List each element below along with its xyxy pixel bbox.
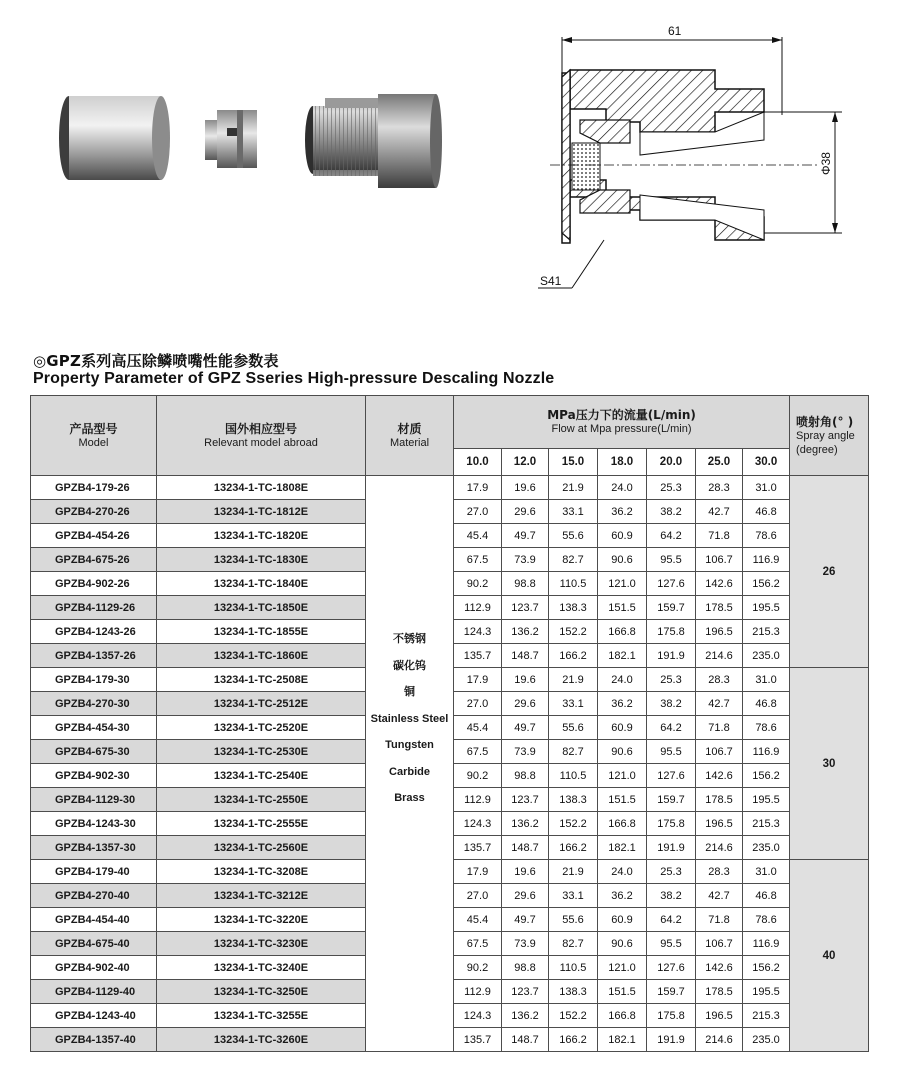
cell-flow: 46.8 bbox=[743, 500, 790, 524]
cell-flow: 25.3 bbox=[647, 476, 696, 500]
cell-model: GPZB4-454-40 bbox=[31, 908, 157, 932]
cell-abroad-model: 13234-1-TC-1855E bbox=[157, 620, 366, 644]
cell-flow: 46.8 bbox=[743, 692, 790, 716]
nozzle-section bbox=[550, 70, 820, 243]
cell-flow: 73.9 bbox=[502, 740, 549, 764]
header-model: 产品型号 Model bbox=[31, 396, 157, 476]
photo-tip bbox=[205, 110, 257, 168]
cell-model: GPZB4-179-40 bbox=[31, 860, 157, 884]
cell-abroad-model: 13234-1-TC-2530E bbox=[157, 740, 366, 764]
cell-flow: 33.1 bbox=[549, 884, 598, 908]
cell-flow: 73.9 bbox=[502, 548, 549, 572]
cell-flow: 98.8 bbox=[502, 764, 549, 788]
cell-flow: 148.7 bbox=[502, 644, 549, 668]
cell-flow: 49.7 bbox=[502, 524, 549, 548]
cell-flow: 24.0 bbox=[598, 668, 647, 692]
material-item: 不锈钢 bbox=[393, 632, 426, 645]
cell-flow: 135.7 bbox=[454, 644, 502, 668]
cell-flow: 42.7 bbox=[696, 884, 743, 908]
cell-model: GPZB4-270-40 bbox=[31, 884, 157, 908]
cell-flow: 151.5 bbox=[598, 596, 647, 620]
cell-abroad-model: 13234-1-TC-2550E bbox=[157, 788, 366, 812]
cell-flow: 55.6 bbox=[549, 716, 598, 740]
cell-flow: 29.6 bbox=[502, 884, 549, 908]
title-english: Property Parameter of GPZ Sseries High-pressure Descaling Nozzle bbox=[33, 370, 555, 387]
cell-flow: 25.3 bbox=[647, 860, 696, 884]
cell-flow: 64.2 bbox=[647, 524, 696, 548]
cell-flow: 95.5 bbox=[647, 548, 696, 572]
cell-flow: 64.2 bbox=[647, 716, 696, 740]
cell-flow: 24.0 bbox=[598, 476, 647, 500]
cell-flow: 191.9 bbox=[647, 644, 696, 668]
cell-model: GPZB4-675-26 bbox=[31, 548, 157, 572]
cell-flow: 136.2 bbox=[502, 1004, 549, 1028]
cell-flow: 55.6 bbox=[549, 524, 598, 548]
cell-flow: 159.7 bbox=[647, 788, 696, 812]
cell-flow: 121.0 bbox=[598, 956, 647, 980]
material-item: Brass bbox=[394, 792, 425, 804]
cell-flow: 19.6 bbox=[502, 476, 549, 500]
cell-flow: 67.5 bbox=[454, 932, 502, 956]
cell-flow: 29.6 bbox=[502, 500, 549, 524]
cell-flow: 196.5 bbox=[696, 1004, 743, 1028]
cell-abroad-model: 13234-1-TC-3212E bbox=[157, 884, 366, 908]
cell-model: GPZB4-1129-30 bbox=[31, 788, 157, 812]
cell-model: GPZB4-1357-30 bbox=[31, 836, 157, 860]
cell-flow: 36.2 bbox=[598, 692, 647, 716]
cell-flow: 235.0 bbox=[743, 836, 790, 860]
cell-flow: 67.5 bbox=[454, 740, 502, 764]
cell-flow: 214.6 bbox=[696, 836, 743, 860]
cell-flow: 142.6 bbox=[696, 572, 743, 596]
dimension-hex-label: S41 bbox=[540, 274, 562, 288]
cell-abroad-model: 13234-1-TC-2540E bbox=[157, 764, 366, 788]
cell-flow: 19.6 bbox=[502, 668, 549, 692]
cell-flow: 17.9 bbox=[454, 860, 502, 884]
cell-flow: 90.2 bbox=[454, 956, 502, 980]
cell-flow: 138.3 bbox=[549, 596, 598, 620]
cell-flow: 112.9 bbox=[454, 596, 502, 620]
cell-flow: 17.9 bbox=[454, 476, 502, 500]
header-pressure: 25.0 bbox=[696, 449, 743, 476]
cell-flow: 142.6 bbox=[696, 956, 743, 980]
dimension-hex bbox=[538, 240, 604, 288]
cell-flow: 64.2 bbox=[647, 908, 696, 932]
cell-model: GPZB4-270-30 bbox=[31, 692, 157, 716]
cell-model: GPZB4-675-30 bbox=[31, 740, 157, 764]
cell-abroad-model: 13234-1-TC-1860E bbox=[157, 644, 366, 668]
cell-flow: 215.3 bbox=[743, 1004, 790, 1028]
cell-flow: 98.8 bbox=[502, 956, 549, 980]
cell-flow: 33.1 bbox=[549, 500, 598, 524]
cell-flow: 214.6 bbox=[696, 644, 743, 668]
cell-model: GPZB4-179-30 bbox=[31, 668, 157, 692]
cell-flow: 142.6 bbox=[696, 764, 743, 788]
cell-flow: 29.6 bbox=[502, 692, 549, 716]
cell-flow: 55.6 bbox=[549, 908, 598, 932]
cell-flow: 21.9 bbox=[549, 860, 598, 884]
header-abroad: 国外相应型号 Relevant model abroad bbox=[157, 396, 366, 476]
cell-flow: 166.8 bbox=[598, 1004, 647, 1028]
cell-abroad-model: 13234-1-TC-2508E bbox=[157, 668, 366, 692]
cell-flow: 191.9 bbox=[647, 1028, 696, 1052]
photo-body bbox=[305, 94, 442, 188]
cell-abroad-model: 13234-1-TC-3220E bbox=[157, 908, 366, 932]
cell-material bbox=[366, 476, 454, 1052]
cell-flow: 27.0 bbox=[454, 884, 502, 908]
cell-spray-angle: 30 bbox=[790, 668, 869, 860]
cell-model: GPZB4-454-30 bbox=[31, 716, 157, 740]
cell-flow: 196.5 bbox=[696, 812, 743, 836]
cell-flow: 123.7 bbox=[502, 596, 549, 620]
cell-flow: 28.3 bbox=[696, 668, 743, 692]
cell-flow: 159.7 bbox=[647, 980, 696, 1004]
cell-model: GPZB4-1129-40 bbox=[31, 980, 157, 1004]
header-angle: 喷射角(° ) Spray angle (degree) bbox=[790, 396, 869, 476]
cell-flow: 49.7 bbox=[502, 908, 549, 932]
cell-model: GPZB4-1129-26 bbox=[31, 596, 157, 620]
cell-flow: 45.4 bbox=[454, 524, 502, 548]
cell-flow: 182.1 bbox=[598, 644, 647, 668]
cell-flow: 95.5 bbox=[647, 932, 696, 956]
cell-flow: 90.2 bbox=[454, 764, 502, 788]
cell-abroad-model: 13234-1-TC-2555E bbox=[157, 812, 366, 836]
cell-flow: 166.2 bbox=[549, 1028, 598, 1052]
material-item: 碳化钨 bbox=[393, 658, 426, 672]
cell-flow: 90.6 bbox=[598, 740, 647, 764]
header-pressure: 18.0 bbox=[598, 449, 647, 476]
cell-flow: 78.6 bbox=[743, 524, 790, 548]
cell-flow: 112.9 bbox=[454, 788, 502, 812]
cell-flow: 90.6 bbox=[598, 932, 647, 956]
cell-flow: 28.3 bbox=[696, 476, 743, 500]
cell-flow: 71.8 bbox=[696, 908, 743, 932]
cell-flow: 182.1 bbox=[598, 1028, 647, 1052]
cell-flow: 82.7 bbox=[549, 932, 598, 956]
cell-abroad-model: 13234-1-TC-3255E bbox=[157, 1004, 366, 1028]
cell-model: GPZB4-902-30 bbox=[31, 764, 157, 788]
cell-flow: 121.0 bbox=[598, 572, 647, 596]
cell-flow: 67.5 bbox=[454, 548, 502, 572]
cell-flow: 123.7 bbox=[502, 788, 549, 812]
header-pressure: 20.0 bbox=[647, 449, 696, 476]
cell-flow: 45.4 bbox=[454, 908, 502, 932]
cell-flow: 215.3 bbox=[743, 620, 790, 644]
table-row bbox=[31, 476, 869, 500]
cell-flow: 152.2 bbox=[549, 812, 598, 836]
photo-nut bbox=[59, 96, 170, 180]
cell-flow: 31.0 bbox=[743, 860, 790, 884]
cell-flow: 127.6 bbox=[647, 956, 696, 980]
cell-flow: 151.5 bbox=[598, 980, 647, 1004]
cell-flow: 60.9 bbox=[598, 908, 647, 932]
cell-model: GPZB4-1243-30 bbox=[31, 812, 157, 836]
cell-spray-angle: 40 bbox=[790, 860, 869, 1052]
cell-flow: 33.1 bbox=[549, 692, 598, 716]
cell-flow: 127.6 bbox=[647, 572, 696, 596]
cell-flow: 71.8 bbox=[696, 716, 743, 740]
material-item: Tungsten Carbide bbox=[385, 739, 434, 778]
cell-flow: 19.6 bbox=[502, 860, 549, 884]
cell-abroad-model: 13234-1-TC-2520E bbox=[157, 716, 366, 740]
cell-abroad-model: 13234-1-TC-3208E bbox=[157, 860, 366, 884]
cell-flow: 121.0 bbox=[598, 764, 647, 788]
cell-flow: 123.7 bbox=[502, 980, 549, 1004]
product-photos bbox=[55, 80, 455, 200]
cell-flow: 175.8 bbox=[647, 1004, 696, 1028]
cell-flow: 106.7 bbox=[696, 548, 743, 572]
cell-flow: 215.3 bbox=[743, 812, 790, 836]
cell-flow: 151.5 bbox=[598, 788, 647, 812]
cell-flow: 90.2 bbox=[454, 572, 502, 596]
cell-flow: 71.8 bbox=[696, 524, 743, 548]
cell-flow: 82.7 bbox=[549, 548, 598, 572]
cell-flow: 175.8 bbox=[647, 620, 696, 644]
cell-flow: 116.9 bbox=[743, 548, 790, 572]
cell-flow: 138.3 bbox=[549, 980, 598, 1004]
dimension-length-label: 61 bbox=[668, 24, 682, 38]
cell-abroad-model: 13234-1-TC-3240E bbox=[157, 956, 366, 980]
cell-abroad-model: 13234-1-TC-1850E bbox=[157, 596, 366, 620]
cell-flow: 156.2 bbox=[743, 956, 790, 980]
header-pressure: 12.0 bbox=[502, 449, 549, 476]
cell-model: GPZB4-902-40 bbox=[31, 956, 157, 980]
cell-abroad-model: 13234-1-TC-3250E bbox=[157, 980, 366, 1004]
cell-flow: 31.0 bbox=[743, 668, 790, 692]
cell-flow: 195.5 bbox=[743, 788, 790, 812]
cell-spray-angle: 26 bbox=[790, 476, 869, 668]
cell-flow: 182.1 bbox=[598, 836, 647, 860]
cell-flow: 135.7 bbox=[454, 1028, 502, 1052]
cell-flow: 124.3 bbox=[454, 1004, 502, 1028]
cell-flow: 17.9 bbox=[454, 668, 502, 692]
cell-abroad-model: 13234-1-TC-1820E bbox=[157, 524, 366, 548]
cell-flow: 116.9 bbox=[743, 932, 790, 956]
cell-flow: 136.2 bbox=[502, 620, 549, 644]
cell-flow: 82.7 bbox=[549, 740, 598, 764]
cell-flow: 195.5 bbox=[743, 980, 790, 1004]
header-pressure: 10.0 bbox=[454, 449, 502, 476]
cell-flow: 110.5 bbox=[549, 956, 598, 980]
cell-flow: 156.2 bbox=[743, 764, 790, 788]
cell-flow: 45.4 bbox=[454, 716, 502, 740]
header-flow: MPa压力下的流量(L/min) Flow at Mpa pressure(L/min) bbox=[454, 396, 790, 449]
cell-flow: 166.2 bbox=[549, 836, 598, 860]
cell-flow: 191.9 bbox=[647, 836, 696, 860]
cell-flow: 42.7 bbox=[696, 500, 743, 524]
header-pressure: 30.0 bbox=[743, 449, 790, 476]
cell-abroad-model: 13234-1-TC-2560E bbox=[157, 836, 366, 860]
cell-flow: 106.7 bbox=[696, 740, 743, 764]
material-item: 铜 bbox=[404, 685, 415, 698]
cell-flow: 36.2 bbox=[598, 500, 647, 524]
cell-flow: 24.0 bbox=[598, 860, 647, 884]
table-header-row bbox=[31, 396, 869, 449]
cell-flow: 110.5 bbox=[549, 572, 598, 596]
header-material: 材质 Material bbox=[366, 396, 454, 476]
cell-abroad-model: 13234-1-TC-1812E bbox=[157, 500, 366, 524]
cell-model: GPZB4-1357-40 bbox=[31, 1028, 157, 1052]
cell-flow: 124.3 bbox=[454, 620, 502, 644]
cell-model: GPZB4-270-26 bbox=[31, 500, 157, 524]
cell-flow: 106.7 bbox=[696, 932, 743, 956]
cell-flow: 60.9 bbox=[598, 716, 647, 740]
cell-flow: 136.2 bbox=[502, 812, 549, 836]
cell-flow: 25.3 bbox=[647, 668, 696, 692]
cell-abroad-model: 13234-1-TC-1808E bbox=[157, 476, 366, 500]
cell-flow: 31.0 bbox=[743, 476, 790, 500]
cell-flow: 148.7 bbox=[502, 1028, 549, 1052]
cell-flow: 49.7 bbox=[502, 716, 549, 740]
cell-flow: 156.2 bbox=[743, 572, 790, 596]
cell-model: GPZB4-1357-26 bbox=[31, 644, 157, 668]
cell-flow: 112.9 bbox=[454, 980, 502, 1004]
cell-model: GPZB4-675-40 bbox=[31, 932, 157, 956]
cell-flow: 195.5 bbox=[743, 596, 790, 620]
cell-flow: 135.7 bbox=[454, 836, 502, 860]
cell-flow: 78.6 bbox=[743, 716, 790, 740]
cell-flow: 235.0 bbox=[743, 644, 790, 668]
cell-flow: 21.9 bbox=[549, 668, 598, 692]
cell-flow: 78.6 bbox=[743, 908, 790, 932]
cell-model: GPZB4-179-26 bbox=[31, 476, 157, 500]
spec-table bbox=[30, 395, 869, 1052]
cell-flow: 116.9 bbox=[743, 740, 790, 764]
cell-flow: 38.2 bbox=[647, 884, 696, 908]
cell-flow: 127.6 bbox=[647, 764, 696, 788]
cell-flow: 148.7 bbox=[502, 836, 549, 860]
cell-flow: 138.3 bbox=[549, 788, 598, 812]
cell-flow: 235.0 bbox=[743, 1028, 790, 1052]
cell-flow: 166.2 bbox=[549, 644, 598, 668]
table-body bbox=[31, 476, 869, 1052]
dimension-diameter-label: Φ38 bbox=[819, 152, 833, 175]
cell-flow: 38.2 bbox=[647, 692, 696, 716]
cell-flow: 27.0 bbox=[454, 500, 502, 524]
cell-flow: 73.9 bbox=[502, 932, 549, 956]
cell-flow: 110.5 bbox=[549, 764, 598, 788]
cell-flow: 159.7 bbox=[647, 596, 696, 620]
cell-flow: 90.6 bbox=[598, 548, 647, 572]
cell-abroad-model: 13234-1-TC-3230E bbox=[157, 932, 366, 956]
cell-abroad-model: 13234-1-TC-3260E bbox=[157, 1028, 366, 1052]
cell-flow: 38.2 bbox=[647, 500, 696, 524]
cell-flow: 166.8 bbox=[598, 812, 647, 836]
cell-abroad-model: 13234-1-TC-2512E bbox=[157, 692, 366, 716]
cell-flow: 124.3 bbox=[454, 812, 502, 836]
title-chinese: ◎GPZ系列高压除鳞喷嘴性能参数表 bbox=[33, 352, 279, 370]
cell-flow: 95.5 bbox=[647, 740, 696, 764]
dimension-diameter bbox=[764, 112, 842, 233]
cell-flow: 152.2 bbox=[549, 620, 598, 644]
cell-flow: 178.5 bbox=[696, 788, 743, 812]
cell-model: GPZB4-1243-40 bbox=[31, 1004, 157, 1028]
cell-model: GPZB4-902-26 bbox=[31, 572, 157, 596]
cell-flow: 166.8 bbox=[598, 620, 647, 644]
cell-flow: 152.2 bbox=[549, 1004, 598, 1028]
cell-model: GPZB4-1243-26 bbox=[31, 620, 157, 644]
cell-flow: 42.7 bbox=[696, 692, 743, 716]
cell-flow: 178.5 bbox=[696, 596, 743, 620]
header-pressure: 15.0 bbox=[549, 449, 598, 476]
cell-abroad-model: 13234-1-TC-1830E bbox=[157, 548, 366, 572]
cell-flow: 46.8 bbox=[743, 884, 790, 908]
cell-abroad-model: 13234-1-TC-1840E bbox=[157, 572, 366, 596]
cell-flow: 175.8 bbox=[647, 812, 696, 836]
cell-flow: 196.5 bbox=[696, 620, 743, 644]
cell-flow: 178.5 bbox=[696, 980, 743, 1004]
cell-flow: 36.2 bbox=[598, 884, 647, 908]
cell-flow: 98.8 bbox=[502, 572, 549, 596]
technical-drawing bbox=[520, 15, 860, 300]
cell-flow: 28.3 bbox=[696, 860, 743, 884]
cell-flow: 60.9 bbox=[598, 524, 647, 548]
material-item: Stainless Steel bbox=[370, 712, 449, 725]
cell-model: GPZB4-454-26 bbox=[31, 524, 157, 548]
cell-flow: 21.9 bbox=[549, 476, 598, 500]
cell-flow: 27.0 bbox=[454, 692, 502, 716]
cell-flow: 214.6 bbox=[696, 1028, 743, 1052]
